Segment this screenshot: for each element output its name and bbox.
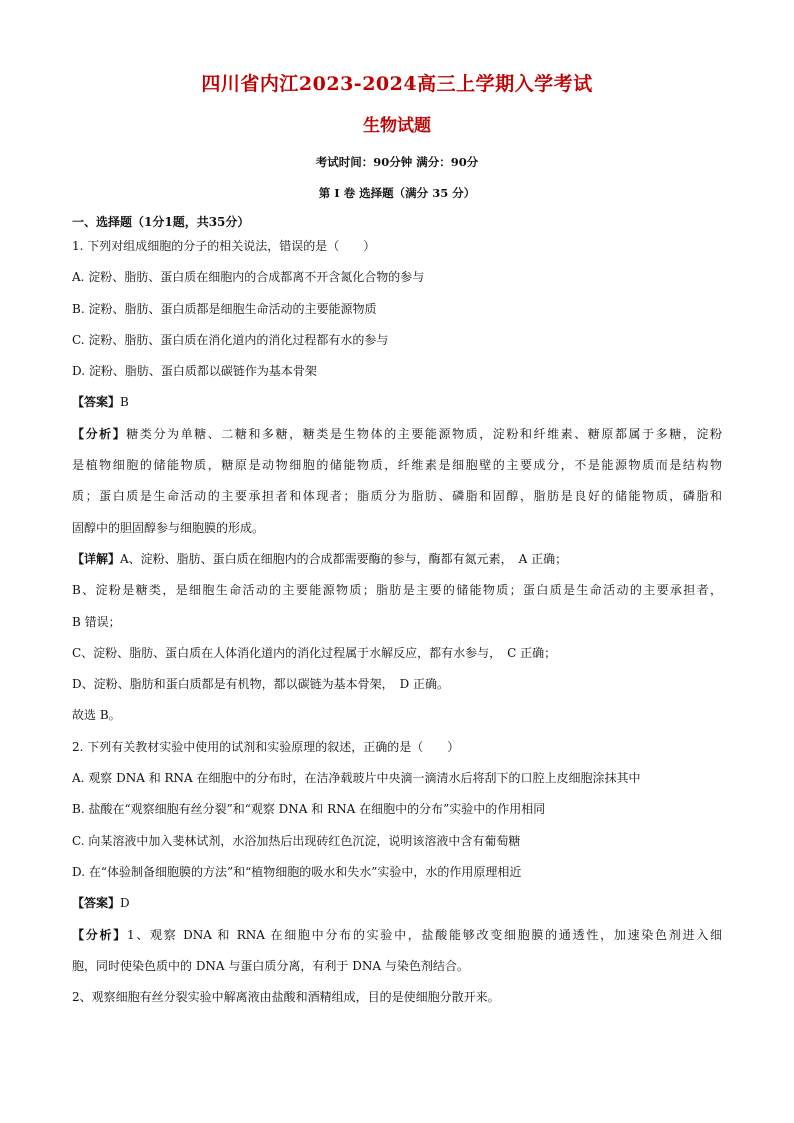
exam-title: 四川省内江2023-2024高三上学期入学考试 (201, 73, 593, 95)
volume-heading: 第 I 卷 选择题（满分 35 分） (318, 186, 476, 200)
option-a: A. 淀粉、脂肪、蛋白质在细胞内的合成都离不开含氮化合物的参与 (72, 270, 425, 285)
question-1 (72, 231, 722, 732)
question-2 (72, 732, 722, 1014)
option-c: C. 淀粉、脂肪、蛋白质在消化道内的消化过程都有水的参与 (72, 332, 389, 347)
answer-line (72, 387, 722, 418)
detail-line: 【详解】A、淀粉、脂肪、蛋白质在细胞内的合成都需要酶的参与，酶都有氮元素， A 正确； (72, 551, 568, 566)
option-d: D. 在“体验制备细胞膜的方法”和“植物细胞的吸水和失水”实验中，水的作用原理相近 (72, 864, 522, 879)
option-b: B. 盐酸在“观察细胞有丝分裂”和“观察 DNA 和 RNA 在细胞中的分布”实验中的作用相同 (72, 802, 546, 817)
analysis-line: 质；蛋白质是生命活动的主要承担者和体现者；脂质分为脂肪、磷脂和固醇，脂肪是良好的储能物质，磷脂和 (72, 489, 722, 504)
section-heading: 一、选择题（1分1题，共35分） (72, 215, 250, 229)
answer-value: D (120, 896, 130, 911)
analysis-line: 【分析】1、观察 DNA 和 RNA 在细胞中分布的实验中，盐酸能够改变细胞膜的通透性，加速染色剂进入细 (72, 927, 722, 942)
detail-line: 故选 B。 (72, 708, 121, 723)
exam-subtitle: 生物试题 (363, 116, 431, 136)
analysis-line: 2、观察细胞有丝分裂实验中解离液由盐酸和酒精组成，目的是使细胞分散开来。 (72, 990, 500, 1005)
option-c: C. 向某溶液中加入斐林试剂，水浴加热后出现砖红色沉淀，说明该溶液中含有葡萄糖 (72, 833, 521, 848)
question-stem: 2. 下列有关教材实验中使用的试剂和实验原理的叙述，正确的是（ ） (72, 739, 460, 754)
question-stem: 1. 下列对组成细胞的分子的相关说法，错误的是（ ） (72, 239, 376, 253)
analysis-line: 是植物细胞的储能物质，糖原是动物细胞的储能物质，纤维素是细胞壁的主要成分，不是能源物质而是结构物 (72, 458, 722, 473)
analysis-tag: 【分析】 (72, 426, 127, 441)
answer-tag: 【答案】 (72, 896, 121, 911)
answer-line (72, 888, 722, 919)
option-a: A. 观察 DNA 和 RNA 在细胞中的分布时，在洁净载玻片中央滴一滴清水后将刮下的口腔上皮细胞涂抹其中 (72, 771, 641, 786)
analysis-tag: 【分析】 (72, 927, 127, 942)
detail-line: C、淀粉、脂肪、蛋白质在人体消化道内的消化过程属于水解反应，都有水参与， C 正确； (72, 645, 557, 660)
detail-line: B、淀粉是糖类，是细胞生命活动的主要能源物质；脂肪是主要的储能物质；蛋白质是生命活动的主要承担者， (72, 583, 722, 598)
analysis-line: 【分析】糖类分为单糖、二糖和多糖，糖类是生物体的主要能源物质，淀粉和纤维素、糖原都属于多糖，淀粉 (72, 426, 722, 441)
analysis-line: 固醇中的胆固醇参与细胞膜的形成。 (72, 520, 265, 535)
option-d: D. 淀粉、脂肪、蛋白质都以碳链作为基本骨架 (72, 364, 317, 379)
detail-line: B 错误； (72, 614, 121, 629)
exam-info: 考试时间：90分钟 满分：90分 (315, 155, 479, 169)
analysis-line: 胞，同时使染色质中的 DNA 与蛋白质分离，有利于 DNA 与染色剂结合。 (72, 958, 469, 973)
detail-line: D、淀粉、脂肪和蛋白质都是有机物，都以碳链为基本骨架， D 正确。 (72, 677, 450, 692)
answer-value: B (120, 395, 129, 410)
answer-tag: 【答案】 (72, 395, 121, 410)
option-b: B. 淀粉、脂肪、蛋白质都是细胞生命活动的主要能源物质 (72, 301, 377, 316)
detail-tag: 【详解】 (72, 551, 121, 566)
